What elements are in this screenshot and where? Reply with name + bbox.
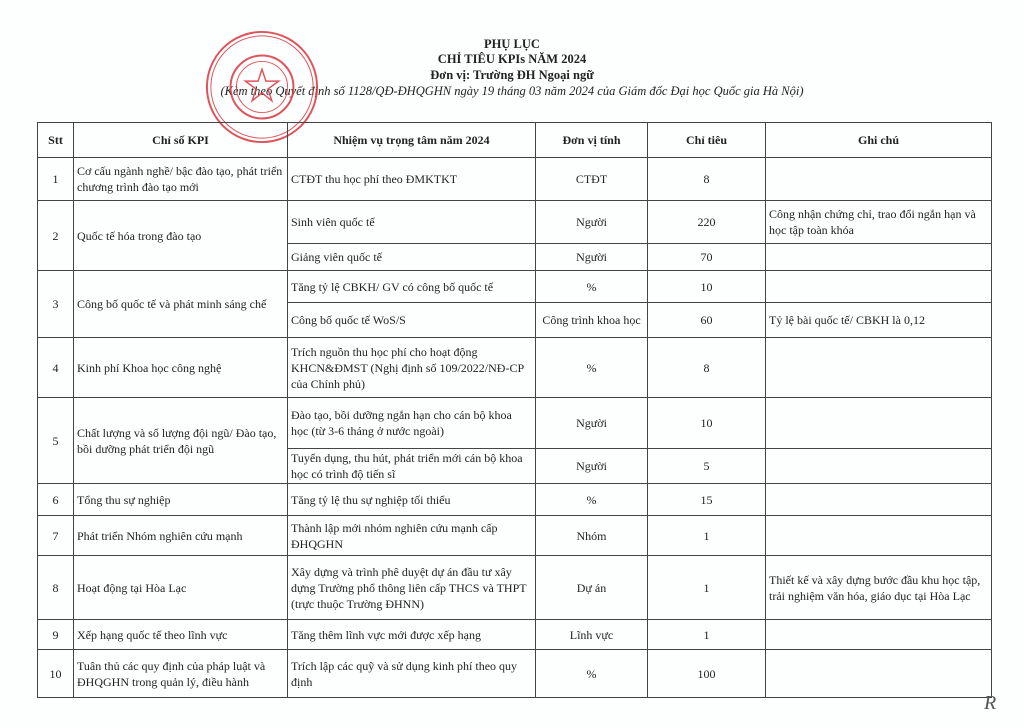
note-cell: Tỷ lệ bài quốc tế/ CBKH là 0,12: [766, 303, 992, 338]
appendix-title: PHỤ LỤC: [484, 37, 540, 51]
unit-cell: Người: [536, 201, 648, 244]
unit-cell: Lĩnh vực: [536, 620, 648, 650]
unit-cell: %: [536, 271, 648, 303]
target-cell: 220: [648, 201, 766, 244]
target-cell: 5: [648, 449, 766, 484]
note-cell: [766, 650, 992, 698]
column-header-task: Nhiệm vụ trọng tâm năm 2024: [288, 123, 536, 158]
unit-cell: %: [536, 338, 648, 398]
target-cell: 15: [648, 484, 766, 516]
note-cell: [766, 271, 992, 303]
note-cell: [766, 244, 992, 271]
note-cell: [766, 158, 992, 201]
kpi-cell: Quốc tế hóa trong đào tạo: [74, 201, 288, 271]
stt-cell: 5: [38, 398, 74, 484]
stt-cell: 2: [38, 201, 74, 271]
kpi-table: [37, 122, 992, 698]
note-cell: [766, 449, 992, 484]
note-cell: [766, 484, 992, 516]
kpi-cell: Cơ cấu ngành nghề/ bậc đào tạo, phát triển chương trình đào tạo mới: [74, 158, 288, 201]
task-cell: Tăng tỷ lệ thu sự nghiệp tối thiểu: [288, 484, 536, 516]
target-cell: 10: [648, 271, 766, 303]
task-cell: Trích lập các quỹ và sử dụng kinh phí theo quy định: [288, 650, 536, 698]
table-header-row: [38, 123, 992, 158]
task-cell: CTĐT thu học phí theo ĐMKTKT: [288, 158, 536, 201]
task-cell: Đào tạo, bồi dưỡng ngắn hạn cho cán bộ khoa học (từ 3-6 tháng ở nước ngoài): [288, 398, 536, 449]
note-cell: [766, 620, 992, 650]
table-row: [38, 158, 992, 201]
table-row: [38, 650, 992, 698]
unit-cell: Công trình khoa học: [536, 303, 648, 338]
note-cell: [766, 398, 992, 449]
stt-cell: 9: [38, 620, 74, 650]
stt-cell: 10: [38, 650, 74, 698]
stt-cell: 3: [38, 271, 74, 338]
table-row: [38, 556, 992, 620]
note-cell: Thiết kế và xây dựng bước đầu khu học tập, trải nghiệm văn hóa, giáo dục tại Hòa Lạc: [766, 556, 992, 620]
decision-reference: (Kèm theo Quyết định số 1128/QĐ-ĐHQGHN ngày 19 tháng 03 năm 2024 của Giám đốc Đại học Quốc gia Hà Nội): [220, 84, 804, 98]
kpi-cell: Kinh phí Khoa học công nghệ: [74, 338, 288, 398]
target-cell: 60: [648, 303, 766, 338]
task-cell: Xây dựng và trình phê duyệt dự án đầu tư xây dựng Trường phổ thông liên cấp THCS và THPT (trực thuộc Trường ĐHNN): [288, 556, 536, 620]
kpi-cell: Hoạt động tại Hòa Lạc: [74, 556, 288, 620]
task-cell: Tăng thêm lĩnh vực mới được xếp hạng: [288, 620, 536, 650]
kpi-cell: Xếp hạng quốc tế theo lĩnh vực: [74, 620, 288, 650]
stt-cell: 8: [38, 556, 74, 620]
column-header-note: Ghi chú: [766, 123, 992, 158]
note-cell: Công nhận chứng chỉ, trao đổi ngắn hạn và học tập toàn khóa: [766, 201, 992, 244]
unit-cell: Dự án: [536, 556, 648, 620]
column-header-kpi: Chỉ số KPI: [74, 123, 288, 158]
document-title: CHỈ TIÊU KPIs NĂM 2024: [437, 52, 587, 66]
task-cell: Giảng viên quốc tế: [288, 244, 536, 271]
target-cell: 70: [648, 244, 766, 271]
signature-initial: R: [984, 692, 997, 714]
task-cell: Tăng tỷ lệ CBKH/ GV có công bố quốc tế: [288, 271, 536, 303]
target-cell: 8: [648, 158, 766, 201]
target-cell: 1: [648, 620, 766, 650]
target-cell: 1: [648, 516, 766, 556]
target-cell: 1: [648, 556, 766, 620]
target-cell: 100: [648, 650, 766, 698]
kpi-cell: Tổng thu sự nghiệp: [74, 484, 288, 516]
unit-cell: Người: [536, 449, 648, 484]
task-cell: Thành lập mới nhóm nghiên cứu mạnh cấp ĐHQGHN: [288, 516, 536, 556]
table-row: [38, 201, 992, 244]
table-row: [38, 516, 992, 556]
kpi-cell: Phát triển Nhóm nghiên cứu mạnh: [74, 516, 288, 556]
unit-line: Đơn vị: Trường ĐH Ngoại ngữ: [430, 68, 594, 82]
stt-cell: 6: [38, 484, 74, 516]
target-cell: 10: [648, 398, 766, 449]
kpi-cell: Chất lượng và số lượng đội ngũ/ Đào tạo, bồi dưỡng phát triển đội ngũ: [74, 398, 288, 484]
stt-cell: 4: [38, 338, 74, 398]
kpi-cell: Tuân thủ các quy định của pháp luật và ĐHQGHN trong quản lý, điều hành: [74, 650, 288, 698]
note-cell: [766, 338, 992, 398]
target-cell: 8: [648, 338, 766, 398]
unit-cell: Người: [536, 244, 648, 271]
unit-cell: %: [536, 650, 648, 698]
table-row: [38, 620, 992, 650]
table-row: [38, 271, 992, 303]
note-cell: [766, 516, 992, 556]
table-row: [38, 484, 992, 516]
unit-cell: Người: [536, 398, 648, 449]
task-cell: Trích nguồn thu học phí cho hoạt động KHCN&ĐMST (Nghị định số 109/2022/NĐ-CP của Chính phủ): [288, 338, 536, 398]
task-cell: Tuyển dụng, thu hút, phát triển mới cán bộ khoa học có trình độ tiến sĩ: [288, 449, 536, 484]
unit-cell: Nhóm: [536, 516, 648, 556]
table-row: [38, 338, 992, 398]
column-header-target: Chỉ tiêu: [648, 123, 766, 158]
task-cell: Sinh viên quốc tế: [288, 201, 536, 244]
stt-cell: 7: [38, 516, 74, 556]
kpi-cell: Công bố quốc tế và phát minh sáng chế: [74, 271, 288, 338]
table-row: [38, 398, 992, 449]
task-cell: Công bố quốc tế WoS/S: [288, 303, 536, 338]
unit-cell: CTĐT: [536, 158, 648, 201]
unit-cell: %: [536, 484, 648, 516]
column-header-stt: Stt: [38, 123, 74, 158]
column-header-unit: Đơn vị tính: [536, 123, 648, 158]
stt-cell: 1: [38, 158, 74, 201]
